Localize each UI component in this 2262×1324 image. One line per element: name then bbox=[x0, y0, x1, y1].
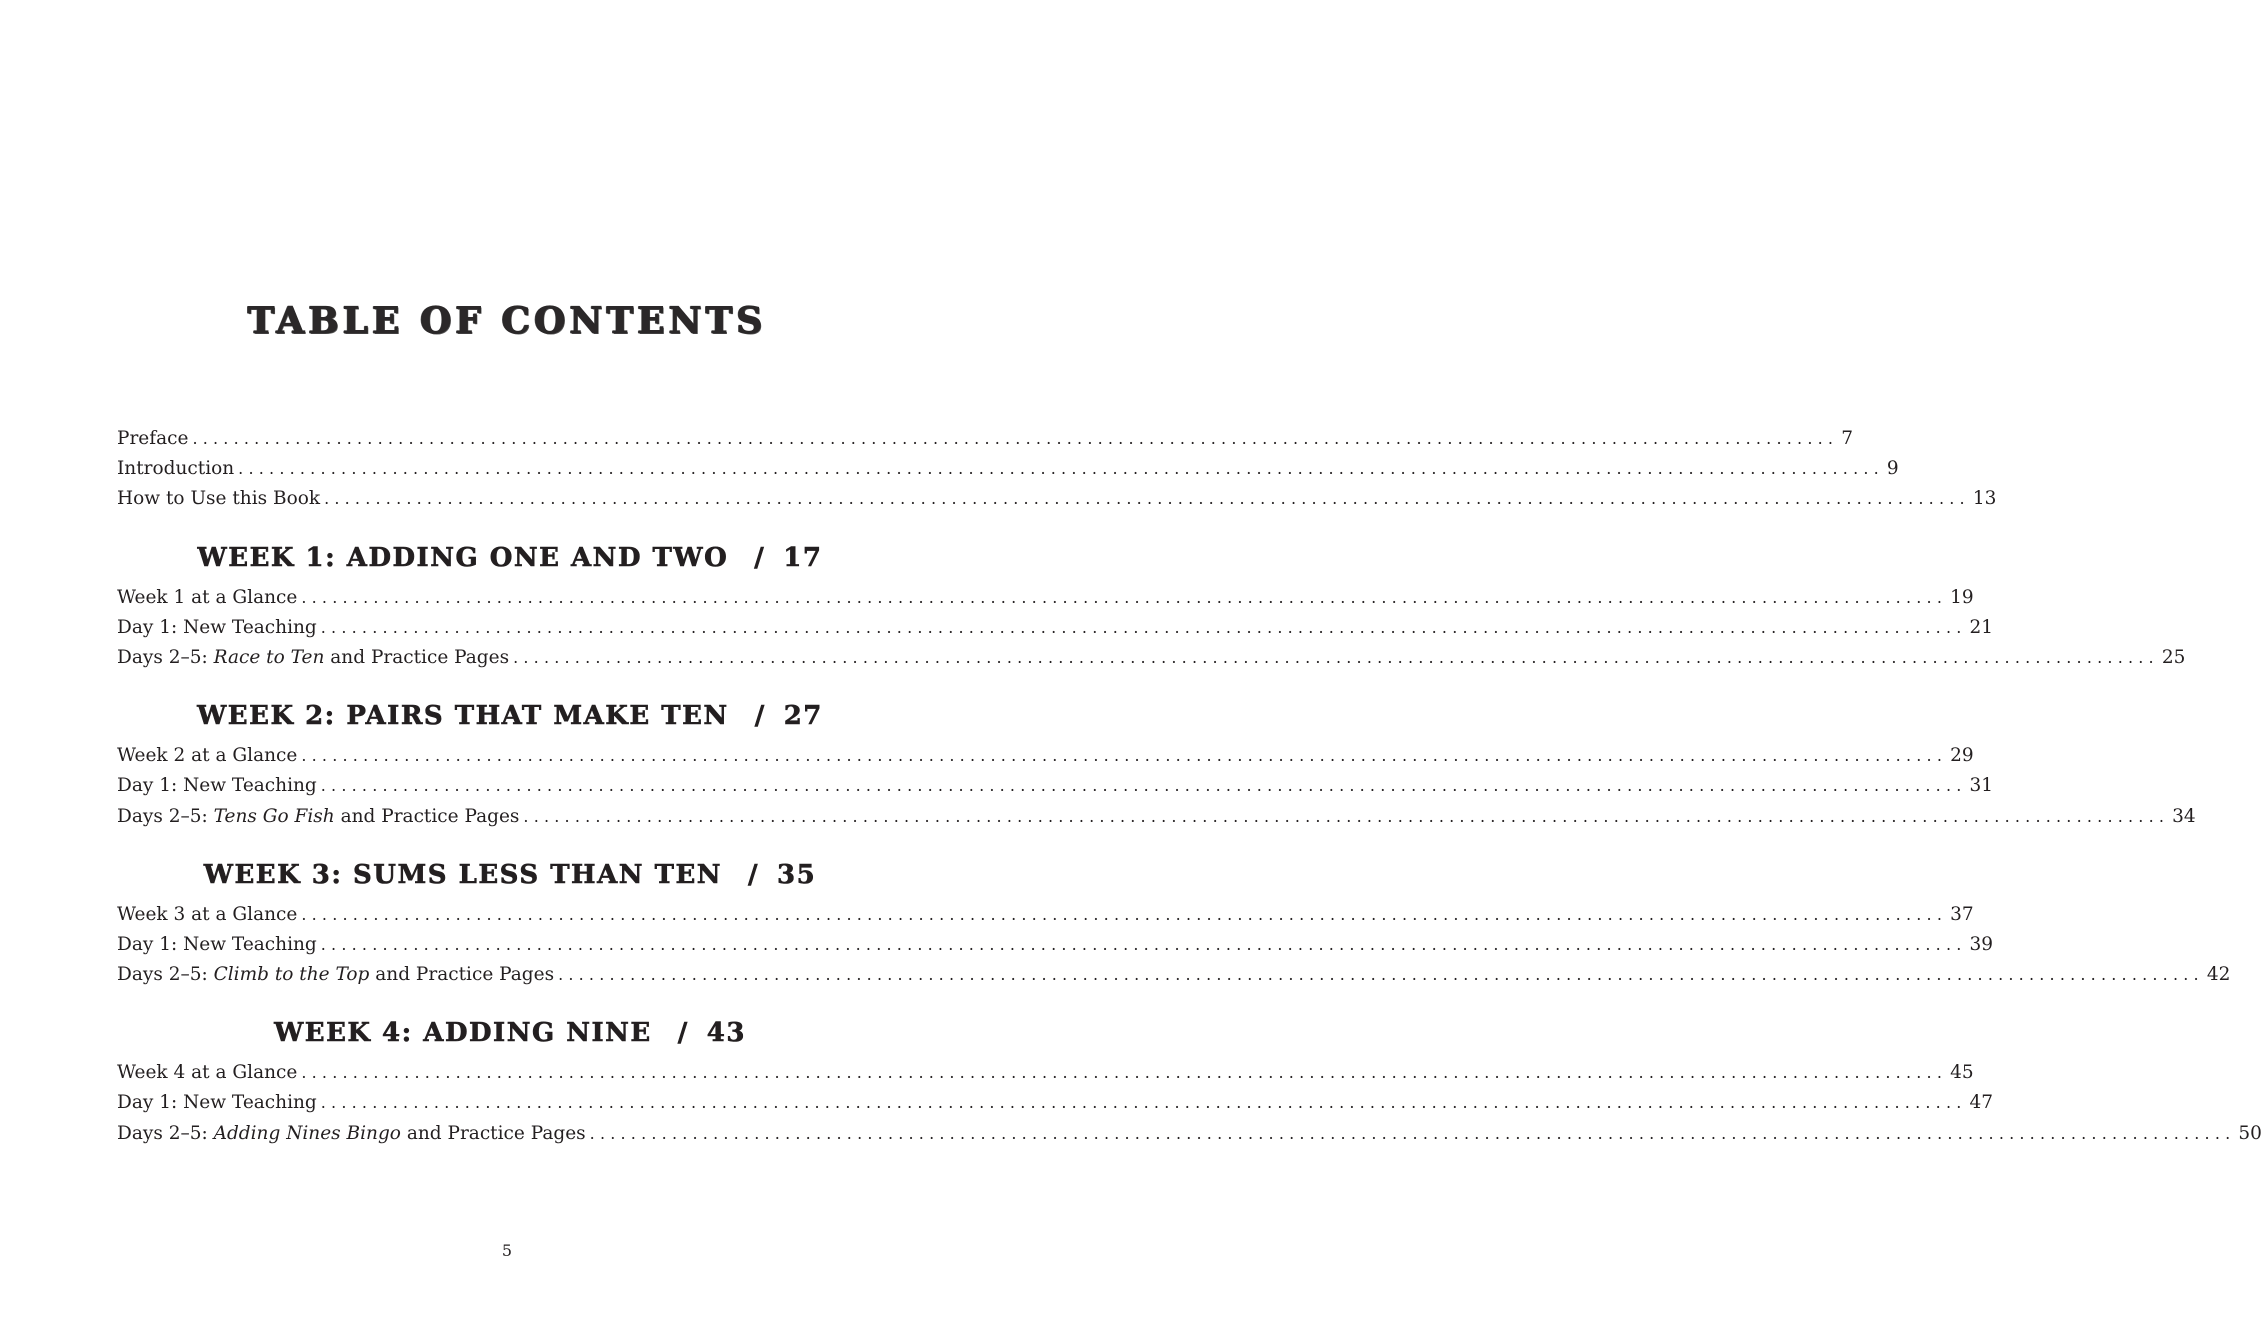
toc-entry-introduction[interactable] bbox=[117, 458, 1899, 488]
dot-leader: ................................................................................................................................................................ bbox=[320, 934, 1967, 954]
toc-entry-how-to-use[interactable] bbox=[117, 488, 1997, 518]
game-title: Tens Go Fish bbox=[213, 805, 335, 827]
slash-separator: / bbox=[677, 1018, 689, 1049]
week-2-heading[interactable] bbox=[117, 699, 903, 733]
toc-entry-label: Days 2–5: Climb to the Top and Practice Pages bbox=[117, 964, 555, 986]
table-of-contents bbox=[117, 428, 2262, 1153]
dot-leader: ................................................................................................................................................................ bbox=[324, 489, 1970, 509]
toc-entry-week-2-days-2-5[interactable] bbox=[117, 805, 2196, 836]
toc-entry-page: 37 bbox=[1950, 903, 1974, 925]
dot-leader: ................................................................................................................................................................ bbox=[320, 776, 1967, 796]
toc-entry-label: Week 3 at a Glance bbox=[117, 903, 298, 925]
toc-entry-page: 25 bbox=[2161, 646, 2186, 668]
week-3-heading[interactable] bbox=[117, 858, 903, 892]
week-heading-title: WEEK 3: SUMS LESS THAN TEN bbox=[203, 859, 723, 890]
dot-leader: ................................................................................................................................................................ bbox=[558, 965, 2204, 985]
week-1-heading[interactable] bbox=[117, 541, 903, 575]
week-heading-page: 27 bbox=[783, 701, 823, 732]
toc-entry-page: 39 bbox=[1969, 933, 1994, 955]
dot-leader: ................................................................................................................................................................ bbox=[301, 904, 1948, 924]
toc-entry-page: 34 bbox=[2172, 805, 2196, 827]
toc-entry-label: Day 1: New Teaching bbox=[117, 1092, 317, 1114]
toc-entry-label: Day 1: New Teaching bbox=[117, 616, 317, 638]
toc-entry-label: Week 2 at a Glance bbox=[117, 745, 298, 767]
toc-entry-page: 9 bbox=[1886, 458, 1899, 480]
toc-entry-page: 45 bbox=[1950, 1062, 1974, 1084]
toc-entry-page: 42 bbox=[2206, 964, 2231, 986]
game-title: Adding Nines Bingo bbox=[213, 1122, 401, 1144]
toc-entry-week-4-day-1[interactable] bbox=[117, 1092, 1994, 1122]
dot-leader: ................................................................................................................................................................ bbox=[301, 587, 1948, 607]
week-heading-page: 35 bbox=[777, 859, 817, 890]
toc-entry-week-4-days-2-5[interactable] bbox=[117, 1122, 2262, 1153]
toc-entry-label: Week 1 at a Glance bbox=[117, 586, 298, 608]
dot-leader: ................................................................................................................................................................ bbox=[301, 1063, 1948, 1083]
toc-entry-page: 50 bbox=[2238, 1122, 2262, 1144]
toc-entry-label: Days 2–5: Tens Go Fish and Practice Pages bbox=[117, 805, 520, 827]
dot-leader: ................................................................................................................................................................ bbox=[192, 429, 1839, 448]
toc-entry-week-3-glance[interactable] bbox=[117, 903, 1974, 934]
toc-entry-label: Day 1: New Teaching bbox=[117, 933, 317, 955]
toc-entry-page: 47 bbox=[1969, 1092, 1994, 1114]
toc-entry-week-1-days-2-5[interactable] bbox=[117, 646, 2186, 677]
week-heading-page: 17 bbox=[783, 542, 823, 573]
slash-separator: / bbox=[754, 701, 766, 732]
week-4-heading[interactable] bbox=[117, 1016, 903, 1050]
dot-leader: ................................................................................................................................................................ bbox=[513, 647, 2159, 667]
week-heading-title: WEEK 2: PAIRS THAT MAKE TEN bbox=[197, 701, 729, 732]
toc-entry-page: 21 bbox=[1969, 616, 1994, 638]
game-title: Climb to the Top bbox=[213, 964, 370, 986]
toc-entry-page: 19 bbox=[1950, 586, 1974, 608]
toc-entry-week-1-glance[interactable] bbox=[117, 586, 1974, 617]
week-heading-title: WEEK 4: ADDING NINE bbox=[274, 1018, 652, 1049]
toc-entry-week-3-days-2-5[interactable] bbox=[117, 964, 2231, 994]
toc-entry-week-2-day-1[interactable] bbox=[117, 775, 1994, 805]
game-title: Race to Ten bbox=[213, 646, 325, 668]
toc-entry-page: 29 bbox=[1950, 745, 1974, 767]
dot-leader: ................................................................................................................................................................ bbox=[523, 806, 2170, 826]
page-title: TABLE OF CONTENTS bbox=[247, 300, 767, 342]
toc-entry-label: Introduction bbox=[117, 458, 235, 480]
toc-entry-label: Day 1: New Teaching bbox=[117, 775, 317, 797]
toc-entry-label: Days 2–5: Adding Nines Bingo and Practice Pages bbox=[117, 1122, 586, 1144]
toc-entry-page: 31 bbox=[1969, 775, 1994, 797]
dot-leader: ................................................................................................................................................................ bbox=[238, 459, 1884, 479]
dot-leader: ................................................................................................................................................................ bbox=[320, 617, 1967, 637]
slash-separator: / bbox=[748, 859, 760, 890]
toc-entry-label: Days 2–5: Race to Ten and Practice Pages bbox=[117, 646, 510, 668]
toc-entry-label: How to Use this Book bbox=[117, 488, 321, 510]
slash-separator: / bbox=[754, 542, 766, 573]
dot-leader: ................................................................................................................................................................ bbox=[301, 746, 1948, 766]
toc-entry-label: Preface bbox=[117, 428, 189, 449]
dot-leader: ................................................................................................................................................................ bbox=[320, 1093, 1967, 1113]
toc-entry-page: 7 bbox=[1841, 428, 1853, 449]
page-number: 5 bbox=[501, 1241, 513, 1260]
toc-entry-week-2-glance[interactable] bbox=[117, 745, 1974, 775]
toc-entry-page: 13 bbox=[1972, 488, 1997, 510]
dot-leader: ................................................................................................................................................................ bbox=[589, 1123, 2236, 1143]
toc-entry-week-1-day-1[interactable] bbox=[117, 616, 1994, 647]
toc-entry-preface[interactable] bbox=[117, 428, 1853, 458]
toc-entry-label: Week 4 at a Glance bbox=[117, 1062, 298, 1084]
toc-entry-week-4-glance[interactable] bbox=[117, 1062, 1974, 1092]
week-heading-title: WEEK 1: ADDING ONE AND TWO bbox=[197, 542, 729, 573]
week-heading-page: 43 bbox=[706, 1018, 746, 1049]
toc-entry-week-3-day-1[interactable] bbox=[117, 933, 1994, 964]
